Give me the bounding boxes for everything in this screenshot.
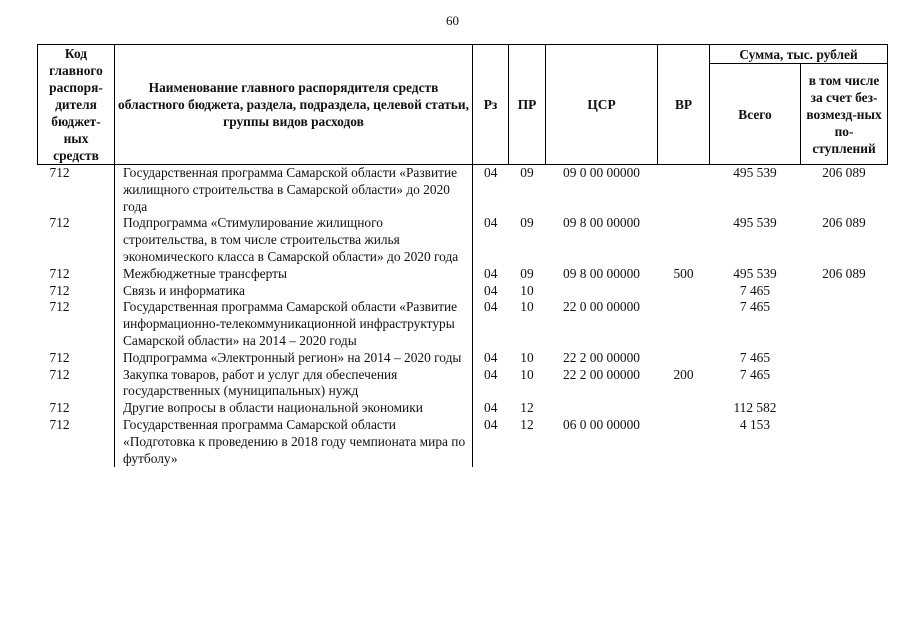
row-code: 712 (49, 416, 70, 432)
table-row (38, 215, 888, 265)
row-csr (546, 400, 658, 417)
row-rz: 04 (484, 282, 498, 298)
budget-table (37, 44, 888, 467)
row-grant (801, 417, 888, 467)
row-rz: 04 (484, 366, 498, 382)
header-code: Код главного распоря-дителя бюджет-ных средств (38, 45, 115, 165)
row-pr: 09 (520, 265, 534, 281)
row-name: Закупка товаров, работ и услуг для обеспечения государственных (муниципальных) нужд (115, 367, 473, 401)
row-name: Государственная программа Самарской области «Развитие жилищного строительства в Самарской области» до 2020 года (115, 165, 473, 216)
row-total: 495 539 (733, 265, 777, 281)
row-csr: 09 0 00 00000 (563, 165, 640, 180)
row-code: 712 (49, 265, 70, 281)
row-csr: 09 8 00 00000 (563, 215, 640, 231)
row-name: Другие вопросы в области национальной экономики (115, 400, 473, 417)
row-vr (658, 165, 710, 216)
table-row (38, 299, 888, 349)
row-total: 7 465 (739, 282, 771, 298)
row-total: 7 465 (739, 349, 771, 365)
row-name: Межбюджетные трансферты (115, 266, 473, 283)
row-csr: 22 2 00 00000 (563, 349, 640, 365)
row-name: Связь и информатика (115, 283, 473, 300)
row-grant: 206 089 (822, 165, 866, 180)
row-grant: 206 089 (822, 265, 866, 281)
row-grant: 206 089 (822, 215, 866, 231)
row-total: 7 465 (739, 299, 771, 315)
table-row (38, 165, 888, 216)
row-grant (801, 299, 888, 349)
row-total: 495 539 (733, 215, 777, 231)
row-pr: 12 (520, 400, 534, 416)
row-total: 4 153 (739, 416, 771, 432)
row-name: Государственная программа Самарской области «Подготовка к проведению в 2018 году чемпионата мира по футболу» (115, 417, 473, 467)
header-vr: ВР (658, 45, 710, 165)
row-name: Государственная программа Самарской области «Развитие информационно-телекоммуникационной инфраструктуры Самарской области» на 2014 – 2020 годы (115, 299, 473, 349)
row-name: Подпрограмма «Электронный регион» на 2014 – 2020 годы (115, 350, 473, 367)
row-vr (658, 400, 710, 417)
row-pr: 10 (520, 366, 534, 382)
row-rz: 04 (484, 349, 498, 365)
row-vr: 500 (673, 265, 694, 281)
table-row (38, 283, 888, 300)
row-pr: 12 (520, 416, 534, 432)
row-rz: 04 (484, 299, 498, 315)
header-total: Всего (710, 64, 801, 165)
header-rz: Рз (473, 45, 509, 165)
row-vr (658, 215, 710, 265)
row-vr (658, 417, 710, 467)
row-vr (658, 299, 710, 349)
header-pr: ПР (509, 45, 546, 165)
row-code: 712 (49, 366, 70, 382)
row-code: 712 (49, 349, 70, 365)
row-csr: 22 2 00 00000 (563, 366, 640, 382)
row-grant (801, 283, 888, 300)
row-pr: 10 (520, 299, 534, 315)
header-sum: Сумма, тыс. рублей (710, 45, 888, 64)
row-grant (801, 350, 888, 367)
row-code: 712 (49, 165, 70, 180)
row-code: 712 (49, 215, 70, 231)
row-grant (801, 400, 888, 417)
row-name: Подпрограмма «Стимулирование жилищного строительства, в том числе строительства жилья экономического класса в Самарской области» до 2020 года (115, 215, 473, 265)
row-pr: 09 (520, 165, 534, 180)
row-vr (658, 283, 710, 300)
row-total: 7 465 (739, 366, 771, 382)
row-total: 112 582 (733, 400, 777, 416)
header-name: Наименование главного распорядителя средств областного бюджета, раздела, подраздела, целевой статьи, группы видов расходов (115, 45, 473, 165)
row-csr: 06 0 00 00000 (563, 416, 640, 432)
row-vr (658, 350, 710, 367)
row-total: 495 539 (733, 165, 777, 180)
row-rz: 04 (484, 215, 498, 231)
row-code: 712 (49, 299, 70, 315)
header-csr: ЦСР (546, 45, 658, 165)
row-rz: 04 (484, 416, 498, 432)
header-grant: в том числе за счет без-возмезд-ных по-ступлений (801, 64, 888, 165)
row-rz: 04 (484, 400, 498, 416)
row-pr: 10 (520, 349, 534, 365)
page-number: 60 (446, 13, 459, 28)
row-csr: 09 8 00 00000 (563, 265, 640, 281)
table-row (38, 367, 888, 401)
row-pr: 09 (520, 215, 534, 231)
row-code: 712 (49, 282, 70, 298)
row-vr: 200 (673, 366, 694, 382)
row-rz: 04 (484, 165, 498, 180)
row-pr: 10 (520, 282, 534, 298)
row-csr (546, 283, 658, 300)
table-row (38, 266, 888, 283)
row-csr: 22 0 00 00000 (563, 299, 640, 315)
table-row (38, 350, 888, 367)
row-code: 712 (49, 400, 70, 416)
row-grant (801, 367, 888, 401)
table-row (38, 417, 888, 467)
row-rz: 04 (484, 265, 498, 281)
table-row (38, 400, 888, 417)
